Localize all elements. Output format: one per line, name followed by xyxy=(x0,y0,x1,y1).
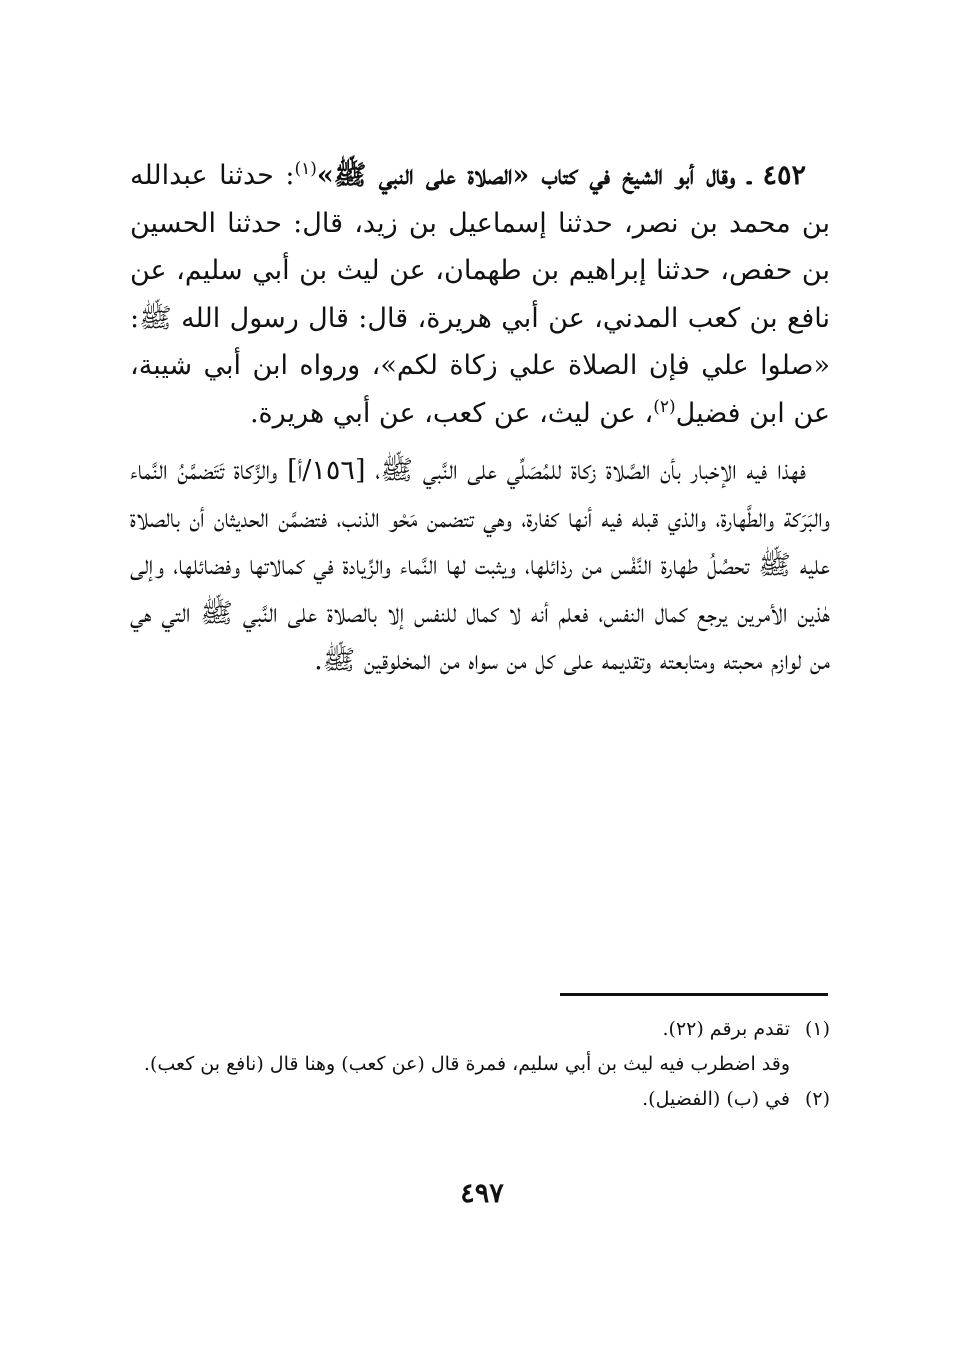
footnote-1-number: (١) xyxy=(804,1018,830,1040)
footnote-2 xyxy=(130,1082,830,1117)
footnote-1-text: تقدم برقم (٢٢). xyxy=(662,1018,790,1040)
main-text xyxy=(130,152,830,685)
paragraph-1-opening: ـ وقال أبو الشيخ في كتاب «الصلاة على النبي ﷺ» xyxy=(316,160,751,191)
paragraph-1-isnad: : حدثنا عبدالله بن محمد بن نصر، حدثنا إسماعيل بن زيد، قال: حدثنا الحسين بن حفص، حدثنا إبراهيم بن طهمان، عن ليث بن أبي سليم، عن نافع بن كعب المدني، عن أبي هريرة، قال: قال رسول الله ﷺ: «صلوا علي فإن الصلاة علي زكاة لكم»، ورواه ابن أبي شيبة، عن ابن فضيل xyxy=(130,160,830,429)
paragraph-1-closing: ، عن ليث، عن كعب، عن أبي هريرة. xyxy=(249,397,654,429)
footnote-2-number: (٢) xyxy=(804,1088,830,1110)
paragraph-hadith-452 xyxy=(130,152,830,437)
footnote-1 xyxy=(130,1012,830,1047)
page-number: ٤٩٧ xyxy=(460,1178,504,1209)
footnotes xyxy=(130,1012,830,1117)
footnote-divider xyxy=(560,993,828,996)
entry-number: ٤٥٢ xyxy=(762,160,806,191)
paragraph-commentary: فهذا فيه الإخبار بأن الصَّلاة زكاة للمُصَلِّي على النَّبي ﷺ، [١٥٦/أ] والزَّكاة تَتَضمَّنُ النَّماء والبَرَكة والطَّهارة، والذي قبله فيه أنها كفارة، وهي تتضمن مَحْو الذنب، فتضمَّن الحديثان أن بالصلاة عليه ﷺ تحصُلُ طهارة النَّفْس من رذائلها، ويثبت لها النَّماء والزِّيادة في كمالاتها وفضائلها، وإلى هٰذين الأمرين يرجع كمال النفس، فعلم أنه لا كمال للنفس إلا بالصلاة على النَّبي ﷺ التي هي من لوازم محبته ومتابعته وتقديمه على كل من سواه من المخلوقين ﷺ. xyxy=(130,455,830,676)
footnote-ref-2: (٢) xyxy=(653,396,676,417)
footnote-1-continuation: وقد اضطرب فيه ليث بن أبي سليم، فمرة قال (عن كعب) وهنا قال (نافع بن كعب). xyxy=(143,1053,790,1075)
footnote-2-text: في (ب) (الفضيل). xyxy=(642,1088,790,1110)
footnote-ref-1: (١) xyxy=(294,159,317,179)
